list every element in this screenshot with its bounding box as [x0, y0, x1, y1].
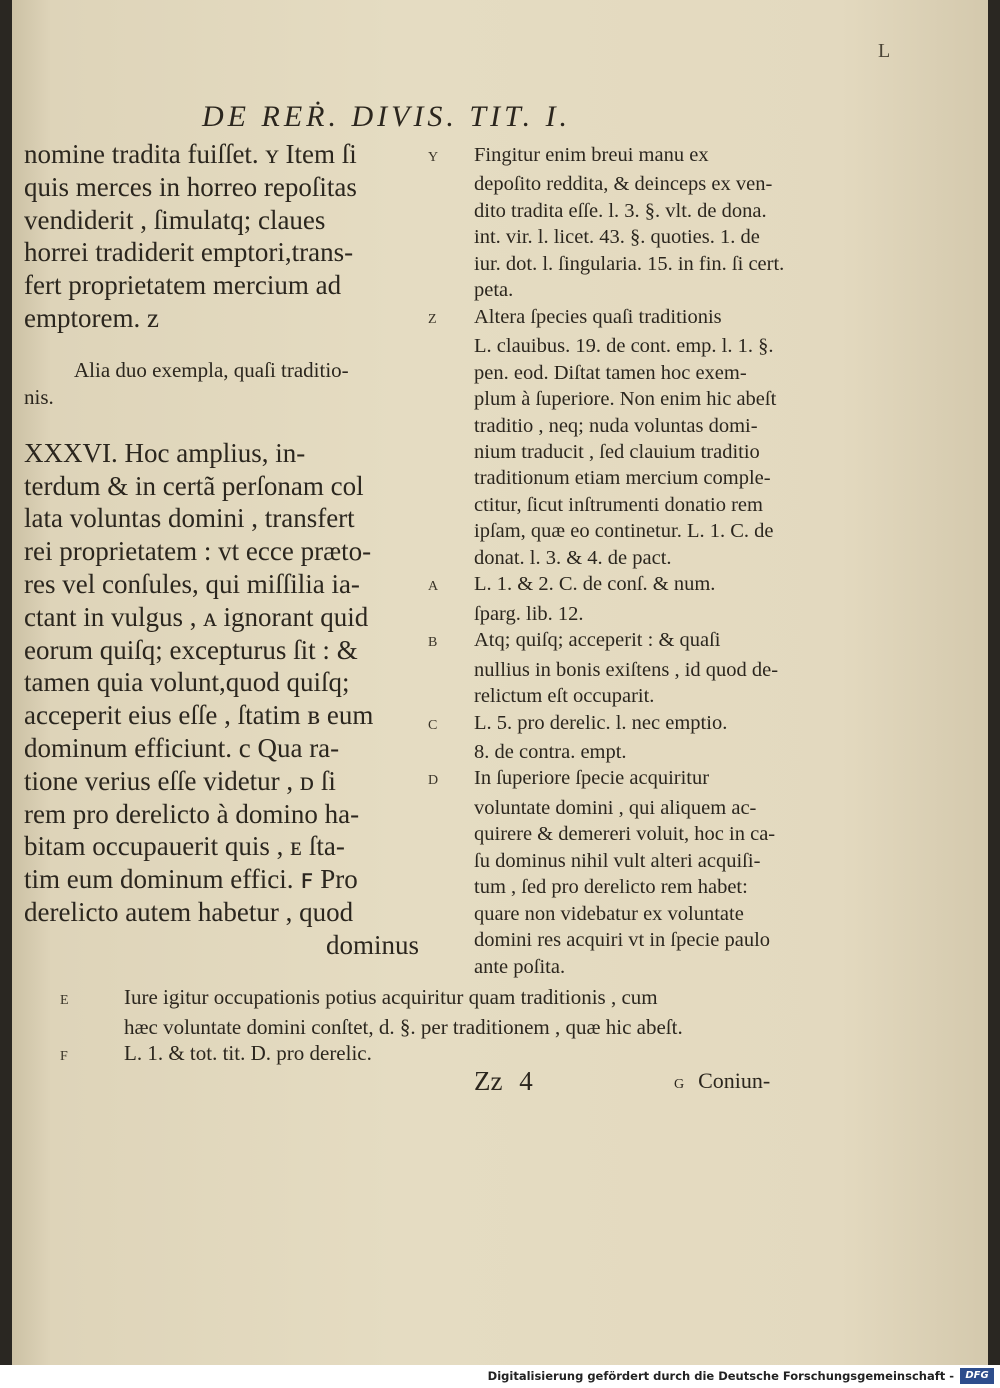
text-line: derelicto autem habetur , quod: [24, 896, 354, 927]
text-line: tamen quia volunt,quod quiſq;: [24, 667, 350, 698]
text-line: eorum quiſq; excepturus ſit : &: [24, 634, 358, 665]
bottom-footnotes: [12, 984, 842, 1070]
note-text: iur. dot. l. ſingularia. 15. in fin. ſi cert.: [474, 252, 785, 275]
text-line: quis merces in horreo repoſitas: [24, 171, 357, 202]
note-text: L. clauibus. 19. de cont. emp. l. 1. §.: [474, 335, 774, 358]
note-text: Altera ſpecies quaſi traditionis: [474, 305, 722, 328]
text-line: nomine tradita fuiſſet. ʏ Item ſi: [24, 139, 357, 169]
catchword: [674, 1068, 770, 1094]
folio-mark: L: [878, 40, 891, 62]
note-text: depoſito reddita, & deinceps ex ven-: [474, 173, 773, 196]
note-text: 8. de contra. empt.: [474, 740, 627, 763]
note-letter: E: [60, 993, 69, 1008]
main-text-column: [24, 138, 419, 962]
footnote-line: [428, 492, 828, 518]
footnote-line: [428, 657, 828, 683]
catchword-text: Coniun-: [698, 1068, 771, 1093]
note-text: ipſam, quæ eo continetur. L. 1. C. de: [474, 520, 774, 543]
footnote-line: [428, 874, 828, 900]
running-head: DE REṘ. DIVIS. TIT. I.: [202, 100, 572, 133]
text-line: tim eum dominum effici. ꜰ Pro: [24, 864, 358, 895]
note-text: domini res acquiri vt in ſpecie paulo: [474, 929, 771, 952]
paragraph-gap: [24, 411, 419, 437]
footnote-line: [428, 710, 828, 739]
footnote-line: [428, 439, 828, 465]
footer-credit: Digitalisierung gefördert durch die Deutsche Forschungsgemeinschaft -: [487, 1369, 954, 1383]
bottom-note-line: [12, 1040, 842, 1070]
text-line: ctant in vulgus , ᴀ ignorant quid: [24, 601, 369, 632]
text-line: lata voluntas domini , transfert: [24, 503, 355, 534]
text-line: emptorem. z: [24, 302, 159, 333]
note-text: nium traducit , ſed clauium traditio: [474, 440, 760, 463]
note-text: traditionum etiam mercium comple-: [474, 467, 771, 490]
note-letter: A: [428, 579, 440, 595]
dfg-logo: DFG: [960, 1368, 994, 1384]
footnote-line: [428, 627, 828, 656]
note-letter: F: [60, 1049, 68, 1064]
footnote-line: [428, 304, 828, 333]
footnote-line: [428, 333, 828, 359]
note-text: Fingitur enim breui manu ex: [474, 144, 709, 166]
footnote-line: [428, 739, 828, 765]
text-line: vendiderit , ſimulatq; claues: [24, 204, 326, 235]
signature-mark: Zz 4: [474, 1066, 533, 1096]
footnote-line: [428, 765, 828, 794]
note-text: ſu dominus nihil vult alteri acquiſi-: [474, 849, 761, 872]
note-text: donat. l. 3. & 4. de pact.: [474, 546, 672, 569]
book-page: [12, 0, 988, 1365]
note-text: Iure igitur occupationis potius acquiritur quam traditionis , cum: [124, 985, 658, 1009]
note-letter: G: [674, 1077, 685, 1092]
note-text: dito tradita eſſe. l. 3. §. vlt. de dona.: [474, 199, 767, 222]
footnote-line: [428, 927, 828, 953]
note-text: quare non videbatur ex voluntate: [474, 902, 744, 925]
footnote-line: [428, 601, 828, 627]
footer-bar: [0, 1365, 1000, 1388]
note-text: peta.: [474, 279, 514, 302]
footnote-line: [428, 795, 828, 821]
text-line: terdum & in certã perſonam col: [24, 470, 364, 501]
footnote-line: [428, 142, 828, 171]
text-line: XXXVI. Hoc amplius, in-: [24, 437, 306, 468]
footnote-line: [428, 413, 828, 439]
note-text: plum à ſuperiore. Non enim hic abeſt: [474, 388, 777, 411]
footnote-line: [428, 465, 828, 491]
paragraph-1: [24, 138, 419, 335]
note-text: pen. eod. Diſtat tamen hoc exem-: [474, 361, 747, 384]
text-line: dominum efficiunt. c Qua ra-: [24, 732, 340, 763]
footnote-column: [428, 142, 828, 980]
footnote-line: [428, 198, 828, 224]
text-line: fert proprietatem mercium ad: [24, 270, 342, 301]
text-line-last: dominus: [325, 929, 419, 960]
footnote-line: [428, 848, 828, 874]
bottom-note-line: [12, 984, 842, 1014]
heading-line: nis.: [24, 384, 54, 409]
note-text: ſparg. lib. 12.: [474, 602, 584, 625]
note-letter: B: [428, 635, 439, 651]
note-text: hæc voluntate domini conſtet, d. §. per traditionem , quæ hic abeſt.: [124, 1015, 683, 1039]
footnote-line: [428, 518, 828, 544]
note-text: L. 5. pro derelic. l. nec emptio.: [474, 711, 728, 734]
footnote-line: [428, 545, 828, 571]
text-line: horrei tradiderit emptori,trans-: [24, 237, 354, 268]
footnote-line: [428, 277, 828, 303]
note-text: L. 1. & 2. C. de conſ. & num.: [474, 573, 716, 596]
note-text: traditio , neq; nuda voluntas domi-: [474, 414, 758, 437]
note-text: voluntate domini , qui aliquem ac-: [474, 796, 757, 819]
note-letter: Y: [428, 150, 440, 165]
footnote-line: [428, 571, 828, 600]
note-text: nullius in bonis exiſtens , id quod de-: [474, 658, 779, 681]
heading-line: Alia duo exempla, quaſi traditio-: [74, 357, 349, 382]
note-letter: C: [428, 717, 439, 733]
footnote-line: [428, 386, 828, 412]
note-text: tum , ſed pro derelicto rem habet:: [474, 876, 748, 899]
footnote-line: [428, 224, 828, 250]
footnote-line: [428, 683, 828, 709]
footnote-line: [428, 251, 828, 277]
text-line: rei proprietatem : vt ecce prætο-: [24, 536, 372, 567]
footnote-line: [428, 360, 828, 386]
section-heading: [24, 357, 419, 411]
text-line: acceperit eius eſſe , ſtatim ʙ eum: [24, 700, 374, 731]
footnote-line: [428, 901, 828, 927]
bottom-note-line: [12, 1014, 842, 1040]
paragraph-2: [24, 437, 419, 962]
text-line: tione verius eſſe videtur , ᴅ ſi: [24, 765, 336, 796]
note-letter: D: [428, 773, 440, 789]
note-text: ctitur, ſicut inſtrumenti donatio rem: [474, 493, 763, 516]
footnote-line: [428, 821, 828, 847]
note-text: relictum eſt occuparit.: [474, 685, 655, 708]
note-text: quirere & demereri voluit, hoc in ca-: [474, 823, 776, 846]
note-text: int. vir. l. licet. 43. §. quoties. 1. de: [474, 226, 760, 249]
text-line: res vel conſules, qui miſſilia ia-: [24, 568, 360, 599]
footnote-line: [428, 171, 828, 197]
text-line: rem pro derelicto à domino ha-: [24, 798, 360, 829]
footnote-line: [428, 954, 828, 980]
note-text: Atq; quiſq; acceperit : & quaſi: [474, 629, 721, 652]
note-letter: Z: [428, 311, 438, 327]
note-text: L. 1. & tot. tit. D. pro derelic.: [124, 1041, 372, 1065]
text-line: bitam occupauerit quis , ᴇ ſta-: [24, 831, 345, 862]
note-text: In ſuperiore ſpecie acquiritur: [474, 767, 710, 790]
note-text: ante poſita.: [474, 955, 566, 978]
